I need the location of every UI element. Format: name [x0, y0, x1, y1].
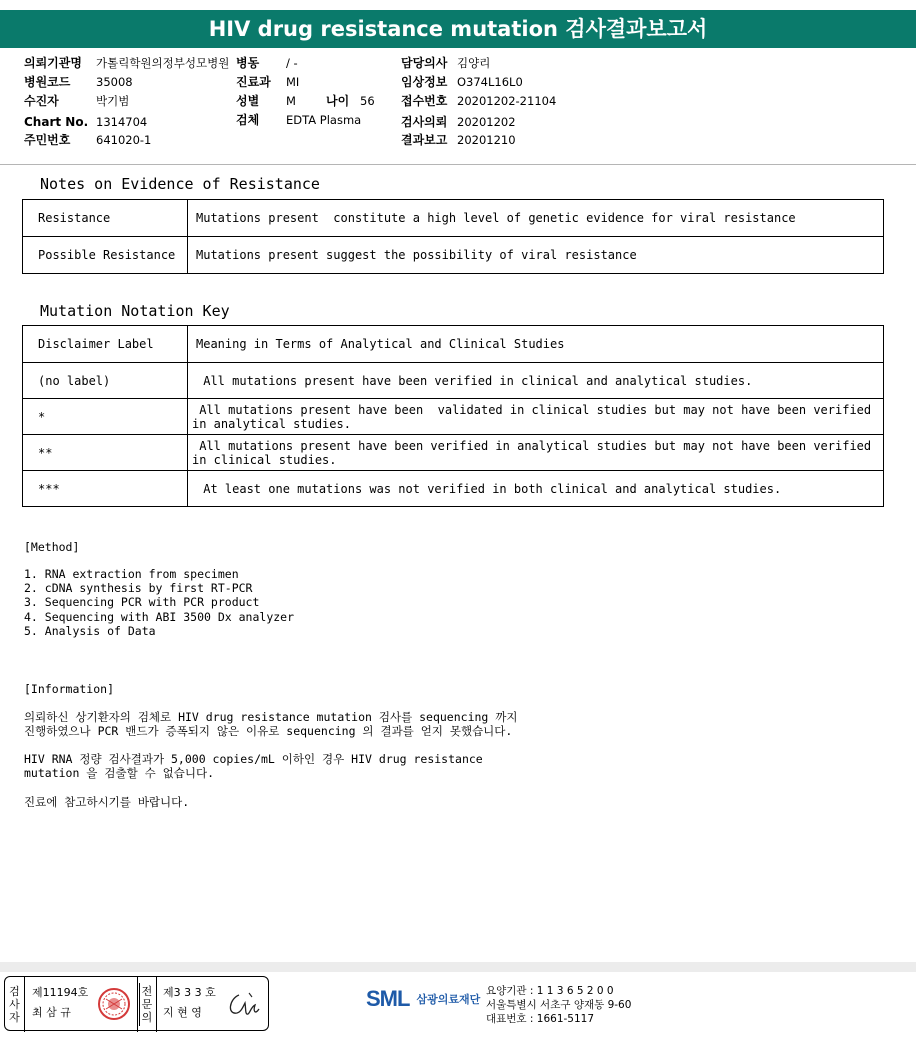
method-heading: [Method]: [24, 540, 80, 554]
org-info: [486, 984, 631, 1026]
info-resident-no: 주민번호 641020-1: [24, 133, 152, 147]
report-title: HIV drug resistance mutation 검사결과보고서: [0, 10, 916, 48]
sml-logo: [366, 986, 480, 1012]
official-seal-icon: [97, 987, 131, 1021]
notation-text: At least one mutations was not verified in both clinical and analytical studies.: [188, 471, 884, 507]
info-hospital-code: 병원코드 35008: [24, 75, 133, 89]
evidence-title: Notes on Evidence of Resistance: [40, 175, 320, 193]
notation-text: All mutations present have been verified in analytical studies but may not have been verified in clinical studies.: [188, 435, 884, 471]
notation-text: All mutations present have been verified in clinical and analytical studies.: [188, 363, 884, 399]
org-address: 서울특별시 서초구 양재동 9-60: [486, 999, 632, 1011]
info-patient-name: 수진자 박기범: [24, 94, 130, 108]
specialist-number: 제3 3 3 호: [163, 986, 216, 999]
info-clinical: 임상정보 O374L16L0: [401, 75, 523, 89]
table-row: [23, 435, 884, 471]
footer-band: [0, 962, 916, 972]
logo-mark: SML: [366, 986, 410, 1011]
evidence-label: Resistance: [23, 200, 188, 237]
evidence-text: Mutations present constitute a high level of genetic evidence for viral resistance: [188, 200, 884, 237]
org-code: 요양기관 : 1 1 3 6 5 2 0 0: [486, 985, 614, 997]
table-row: [23, 471, 884, 507]
notation-label: ***: [23, 471, 188, 507]
notation-title: Mutation Notation Key: [40, 302, 230, 320]
specialist-vertical-label: 전 문 의: [137, 977, 157, 1032]
info-institution: 의뢰기관명 가톨릭학원의정부성모병원: [24, 56, 230, 70]
info-ward: 병동 / -: [236, 56, 298, 70]
specialist-block: [163, 983, 216, 1023]
information-para-1: 의뢰하신 상기환자의 검체로 HIV drug resistance mutation 검사를 sequencing 까지 진행하였으나 PCR 밴드가 증폭되지 않은 이유로 sequencing 의 결과를 얻지 못했습니다.: [24, 710, 518, 739]
information-heading: [Information]: [24, 682, 115, 696]
info-department: 진료과 MI: [236, 75, 300, 89]
info-sex: 성별 M: [236, 94, 296, 108]
notation-label: *: [23, 399, 188, 435]
evidence-label: Possible Resistance: [23, 237, 188, 274]
info-receipt-no: 접수번호 20201202-21104: [401, 94, 557, 108]
examiner-vertical-label: 검 사 자: [5, 977, 25, 1032]
notation-text: All mutations present have been validated in clinical studies but may not have been verified in analytical studies.: [188, 399, 884, 435]
specialist-name: 지 현 영: [163, 1006, 202, 1019]
examiner-name: 최 삼 규: [32, 1006, 71, 1019]
signature-box: [4, 976, 269, 1031]
signature-icon: [225, 989, 265, 1021]
info-age: 나이 56: [326, 94, 375, 108]
org-phone: 대표번호 : 1661-5117: [486, 1013, 595, 1025]
evidence-table: [22, 199, 884, 274]
table-row: [23, 399, 884, 435]
information-para-2: HIV RNA 정량 검사결과가 5,000 copies/mL 이하인 경우 HIV drug resistance mutation 을 검출할 수 없습니다.: [24, 752, 483, 781]
notation-label: **: [23, 435, 188, 471]
org-name: 삼광의료재단: [416, 993, 481, 1006]
column-header: Disclaimer Label: [23, 326, 188, 363]
table-row: [23, 363, 884, 399]
notation-label: (no label): [23, 363, 188, 399]
info-chart-no: Chart No. 1314704: [24, 115, 148, 129]
table-header-row: [23, 326, 884, 363]
info-request-date: 검사의뢰 20201202: [401, 115, 516, 129]
info-report-date: 결과보고 20201210: [401, 133, 516, 147]
examiner-number: 제11194호: [32, 986, 89, 999]
divider: [0, 164, 916, 165]
information-para-3: 진료에 참고하시기를 바랍니다.: [24, 795, 190, 809]
info-doctor: 담당의사 김양리: [401, 56, 491, 70]
table-row: [23, 200, 884, 237]
column-header: Meaning in Terms of Analytical and Clinical Studies: [188, 326, 884, 363]
info-specimen: 검체 EDTA Plasma: [236, 113, 362, 127]
method-steps: 1. RNA extraction from specimen 2. cDNA synthesis by first RT-PCR 3. Sequencing PCR with PCR product 4. Sequencing with ABI 3500 Dx analyzer 5. Analysis of Data: [24, 567, 295, 638]
table-row: [23, 237, 884, 274]
notation-table: [22, 325, 884, 507]
evidence-text: Mutations present suggest the possibility of viral resistance: [188, 237, 884, 274]
